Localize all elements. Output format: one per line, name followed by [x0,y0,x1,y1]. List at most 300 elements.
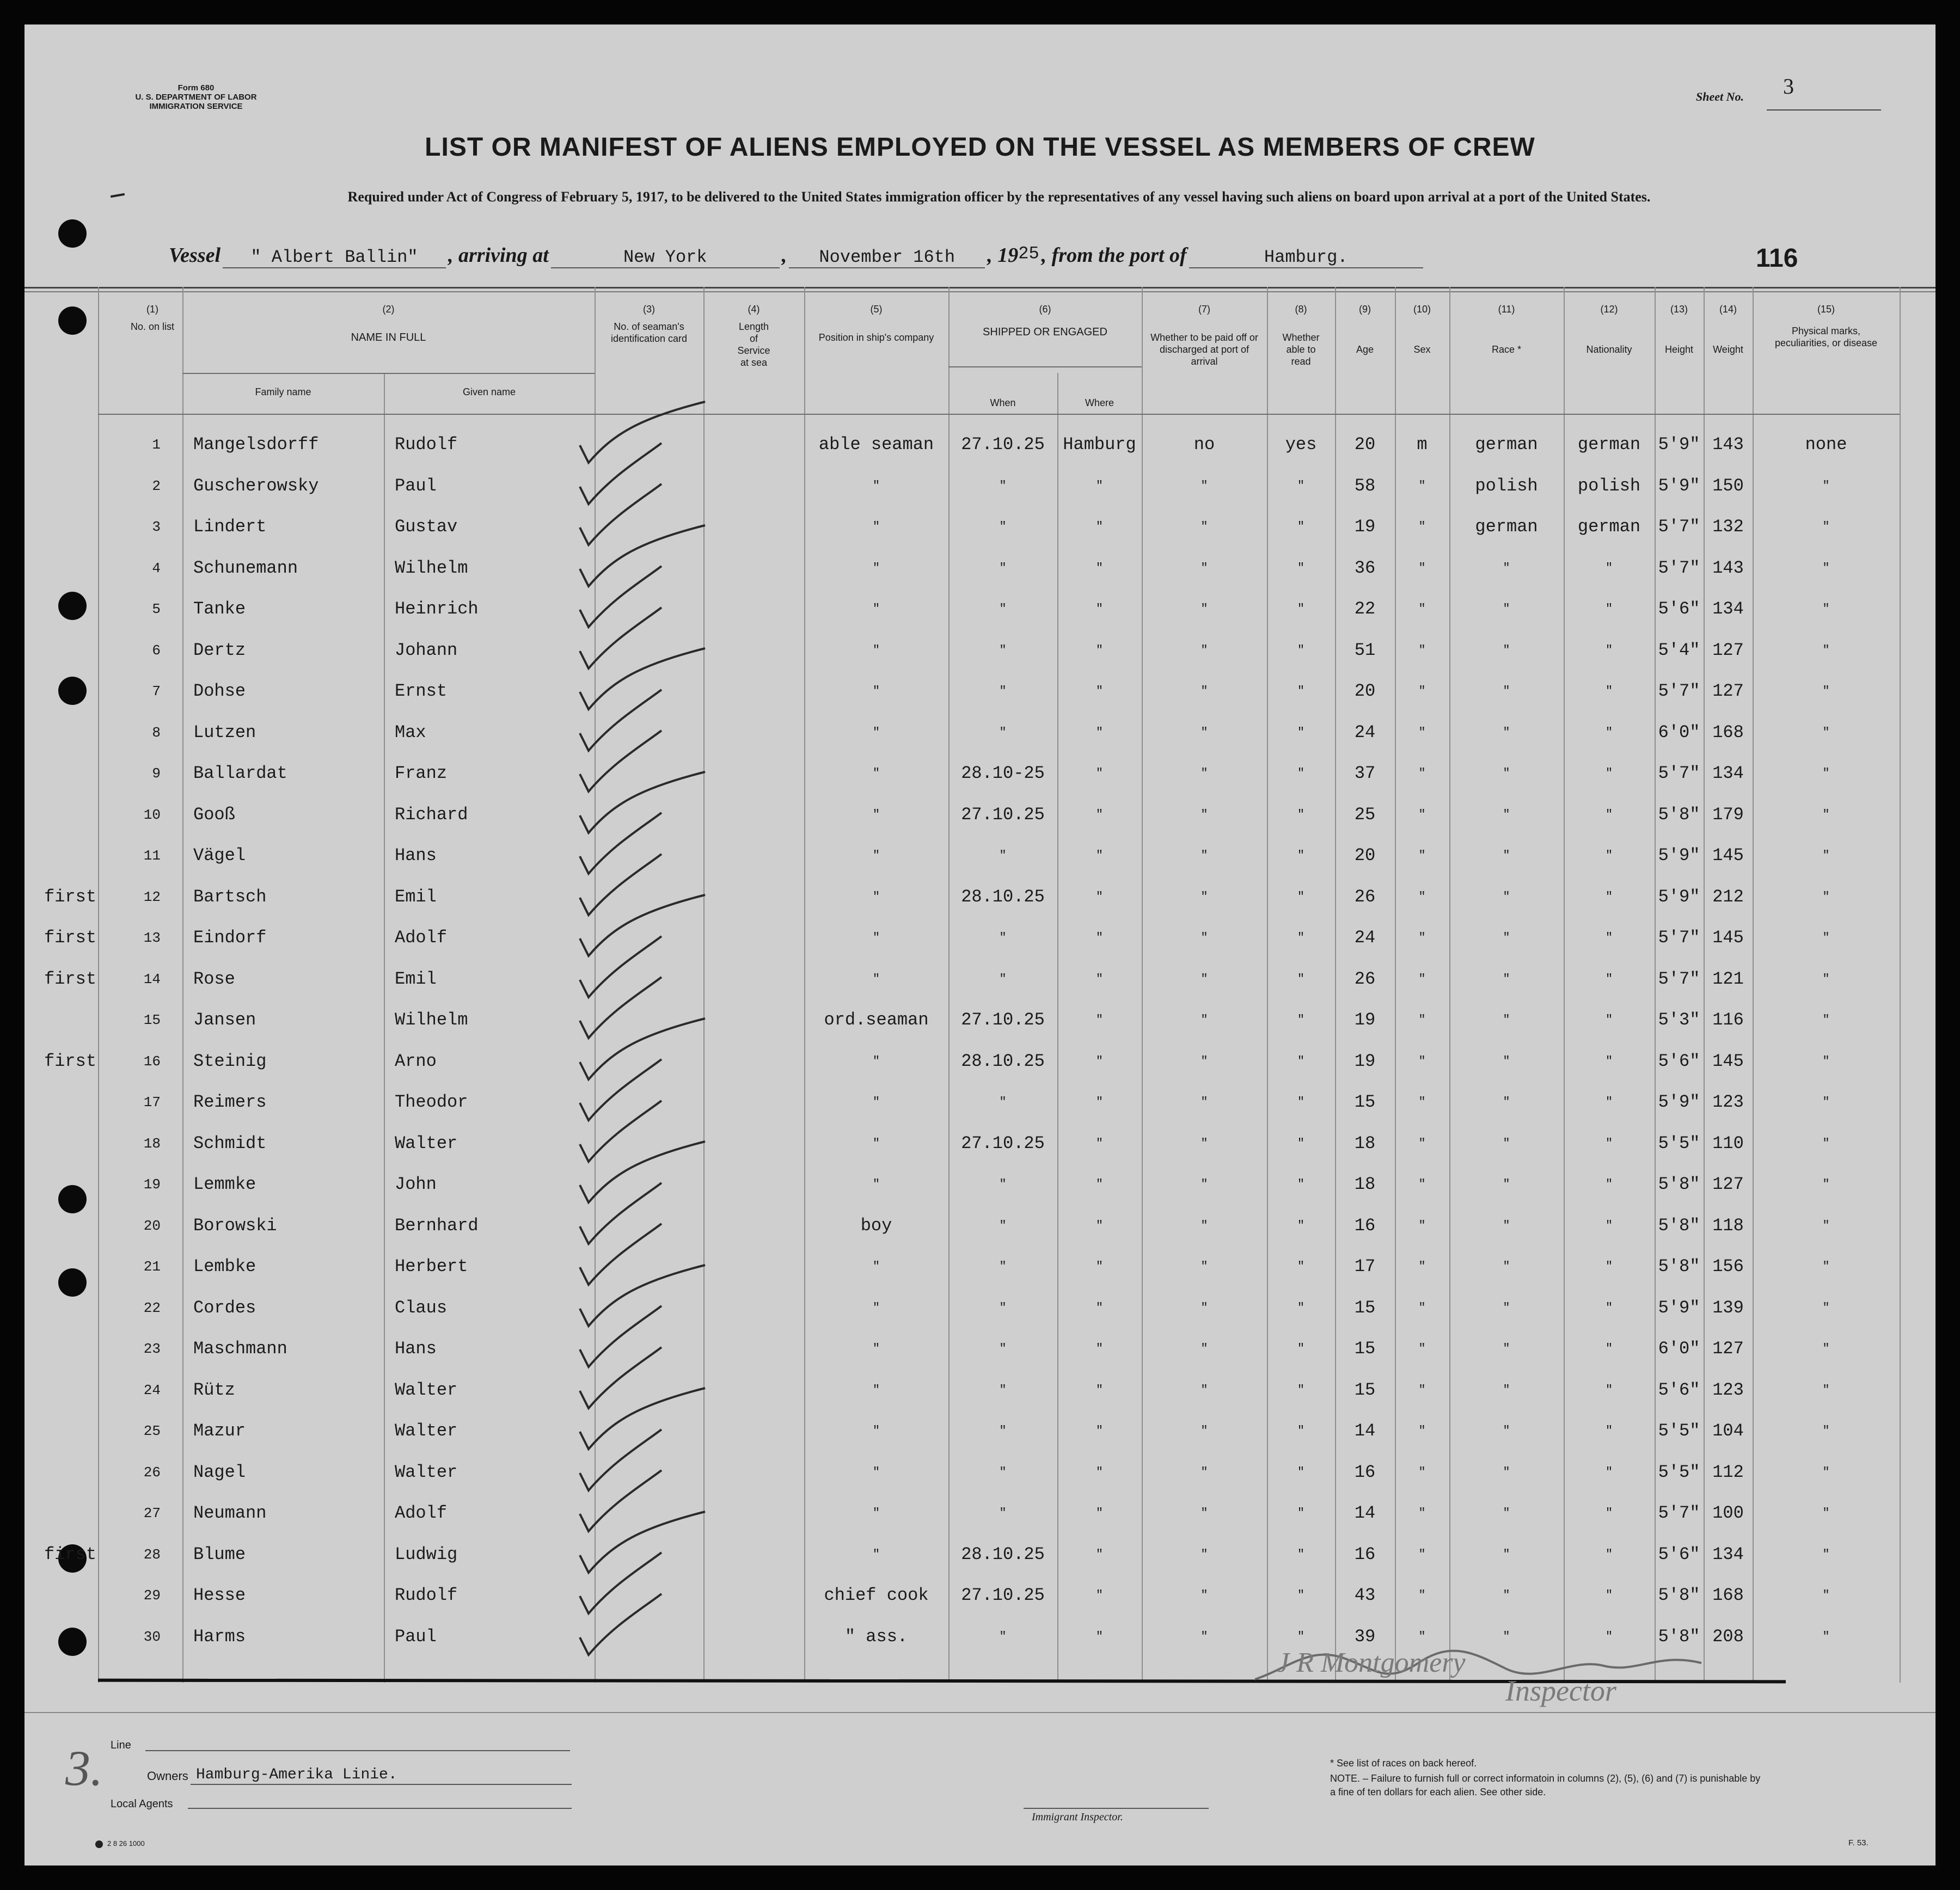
cell-paid: " [1200,643,1208,657]
cell-marks: " [1822,808,1830,821]
given-name-header: Given name [462,386,516,397]
cell-race: " [1503,1548,1510,1561]
cell-nationality: " [1605,561,1613,575]
cell-when: " [999,1424,1007,1438]
cell-age: 16 [1354,1544,1376,1564]
cell-family: Rose [193,969,235,989]
cell-age: 18 [1354,1133,1376,1153]
row-number: 19 [143,1176,161,1193]
vessel-label: Vessel [169,244,220,267]
cell-given: Hans [395,845,437,866]
cell-age: 19 [1354,517,1376,537]
cell-when: " [999,1630,1007,1643]
col11-label: Race * [1491,344,1522,355]
cell-weight: 104 [1712,1421,1744,1441]
cell-race: " [1503,643,1510,657]
cell-nationality: " [1605,972,1613,986]
check-mark-icon [580,608,661,668]
cell-race: " [1503,561,1510,575]
cell-position: ord.seaman [824,1010,929,1030]
cell-age: 22 [1354,599,1376,619]
check-mark-icon [580,1059,661,1120]
cell-race: " [1503,849,1510,862]
owners-value: Hamburg-Amerika Linie. [196,1766,397,1783]
from-port-label: , from the port of [1041,244,1187,267]
cell-position: " [872,766,880,780]
cell-weight: 100 [1712,1503,1744,1523]
cell-height: 5'6" [1658,1544,1700,1564]
cell-given: Heinrich [395,599,479,619]
cell-weight: 156 [1712,1256,1744,1277]
cell-race: " [1503,1137,1510,1150]
cell-when: " [999,1383,1007,1397]
cell-given: Wilhelm [395,1010,468,1030]
cell-sex: " [1418,1630,1426,1643]
cell-sex: " [1418,1054,1426,1068]
cell-sex: " [1418,1424,1426,1438]
cell-marks: " [1822,520,1830,533]
cell-where: " [1095,602,1104,616]
cell-height: 5'9" [1658,1298,1700,1318]
line-label: Line [111,1739,131,1751]
cell-read: " [1297,520,1305,533]
cell-family: Steinig [193,1051,267,1071]
cell-read: " [1297,1548,1305,1561]
cell-marks: " [1822,684,1830,698]
cell-paid: " [1200,561,1208,575]
cell-sex: " [1418,1013,1426,1027]
cell-height: 5'6" [1658,1380,1700,1400]
cell-age: 51 [1354,640,1376,660]
row-number: 10 [143,807,161,823]
cell-race: " [1503,684,1510,698]
cell-height: 5'5" [1658,1421,1700,1441]
cell-paid: " [1200,1588,1208,1602]
cell-given: Wilhelm [395,558,468,578]
cell-when: " [999,602,1007,616]
cell-read: " [1297,1137,1305,1150]
cell-paid: " [1200,479,1208,493]
cell-age: 25 [1354,805,1376,825]
col9-number: (9) [1359,304,1371,315]
cell-sex: " [1418,1506,1426,1520]
cell-when: 28.10.25 [961,1544,1045,1564]
cell-when: 28.10.25 [961,887,1045,907]
cell-read: " [1297,1013,1305,1027]
cell-weight: 116 [1712,1010,1744,1030]
cell-read: " [1297,1260,1305,1273]
cell-read: " [1297,766,1305,780]
cell-read: " [1297,1424,1305,1438]
cell-age: 18 [1354,1174,1376,1194]
cell-sex: " [1418,1342,1426,1355]
cell-read: " [1297,808,1305,821]
cell-weight: 121 [1712,969,1744,989]
cell-height: 5'8" [1658,1627,1700,1647]
cell-weight: 145 [1712,1051,1744,1071]
cell-sex: " [1418,520,1426,533]
check-mark-icon [580,1552,661,1613]
cell-when: " [999,849,1007,862]
cell-height: 5'8" [1658,1585,1700,1605]
owners-label: Owners [147,1769,188,1783]
row-number: 15 [143,1012,161,1028]
cell-where: " [1095,931,1104,944]
cell-position: " [872,1260,880,1273]
cell-where: " [1095,1465,1104,1479]
check-mark-icon [580,1429,661,1490]
cell-when: " [999,1301,1007,1315]
cell-where: " [1095,1013,1104,1027]
cell-when: " [999,1260,1007,1273]
cell-read: " [1297,849,1305,862]
agents-rule [188,1808,572,1809]
cell-weight: 127 [1712,1339,1744,1359]
cell-read: yes [1285,434,1317,455]
cell-given: Arno [395,1051,437,1071]
printer-mark-icon [95,1840,103,1848]
cell-position: " [872,931,880,944]
cell-read: " [1297,1177,1305,1191]
cell-given: Ludwig [395,1544,458,1564]
inspector-signature [1244,1636,1712,1696]
cell-position: " [872,1424,880,1438]
cell-read: " [1297,602,1305,616]
cell-family: Dohse [193,681,246,701]
cell-marks: " [1822,479,1830,493]
cell-family: Lutzen [193,722,256,742]
cell-age: 26 [1354,969,1376,989]
cell-family: Mazur [193,1421,246,1441]
cell-when: " [999,479,1007,493]
cell-paid: " [1200,1260,1208,1273]
cell-position: boy [860,1216,892,1236]
cell-paid: " [1200,972,1208,986]
cell-weight: 123 [1712,1092,1744,1112]
cell-position: " [872,1548,880,1561]
col4-number: (4) [748,304,760,315]
sheet-number-value: 3 [1783,74,1794,99]
cell-when: " [999,1506,1007,1520]
check-mark-icon [580,813,661,874]
cell-age: 15 [1354,1339,1376,1359]
cell-race: " [1503,1506,1510,1520]
col6-label: SHIPPED OR ENGAGED [983,326,1107,338]
cell-position: " [872,808,880,821]
col1-label: No. on list [130,321,175,332]
cell-paid: " [1200,1301,1208,1315]
check-mark-icon [580,402,705,463]
cell-position: " [872,479,880,493]
cell-paid: " [1200,1219,1208,1232]
cell-marks: " [1822,849,1830,862]
col5-label: Position in ship's company [818,332,934,343]
cell-family: Cordes [193,1298,256,1318]
cell-given: Gustav [395,517,458,537]
cell-sex: m [1417,434,1428,455]
cell-nationality: " [1605,643,1613,657]
cell-where: " [1095,1588,1104,1602]
check-mark-icon [580,690,661,751]
col2-label: NAME IN FULL [351,332,426,343]
cell-height: 5'4" [1658,640,1700,660]
races-note: * See list of races on back hereof. [1330,1758,1477,1769]
cell-marks: " [1822,1630,1830,1643]
cell-family: Jansen [193,1010,256,1030]
cell-given: Richard [395,805,468,825]
cell-read: " [1297,479,1305,493]
cell-paid: " [1200,1137,1208,1150]
cell-given: Max [395,722,426,742]
cell-sex: " [1418,726,1426,739]
cell-weight: 134 [1712,1544,1744,1564]
cell-sex: " [1418,1260,1426,1273]
cell-nationality: " [1605,1177,1613,1191]
cell-where: " [1095,684,1104,698]
cell-position: " [872,684,880,698]
cell-weight: 150 [1712,476,1744,496]
cell-where: " [1095,1383,1104,1397]
row-number: 3 [152,519,161,535]
cell-nationality: " [1605,1506,1613,1520]
cell-family: Lindert [193,517,267,537]
form-code: F. 53. [1848,1838,1869,1848]
row-number: 27 [143,1505,161,1521]
cell-sex: " [1418,1588,1426,1602]
cell-race: " [1503,1219,1510,1232]
cell-paid: " [1200,726,1208,739]
cell-race: " [1503,808,1510,821]
cell-read: " [1297,1054,1305,1068]
cell-age: 39 [1354,1627,1376,1647]
cell-family: Bartsch [193,887,267,907]
cell-nationality: german [1577,517,1641,537]
cell-nationality: " [1605,1054,1613,1068]
cell-family: Rütz [193,1380,235,1400]
cell-weight: 118 [1712,1216,1744,1236]
cell-race: german [1475,434,1538,455]
year-prefix: , 19 [987,244,1019,267]
check-mark-icon [580,977,661,1038]
row-number: 28 [143,1547,161,1563]
check-mark-icon [580,566,661,627]
col7-number: (7) [1198,304,1210,315]
cell-age: 19 [1354,1010,1376,1030]
manifest-sheet [24,24,1935,1866]
cell-height: 5'7" [1658,1503,1700,1523]
check-mark-icon [580,1306,661,1367]
cell-where: " [1095,520,1104,533]
cell-weight: 145 [1712,928,1744,948]
cell-where: " [1095,849,1104,862]
row-number: 18 [143,1136,161,1152]
check-marks [24,24,1935,1866]
row-number: 30 [143,1629,161,1645]
cell-race: polish [1475,476,1538,496]
cell-given: Claus [395,1298,448,1318]
cell-nationality: " [1605,1013,1613,1027]
row-number: 1 [152,437,161,453]
cell-where: Hamburg [1063,434,1136,455]
cell-race: " [1503,1630,1510,1643]
cell-family: Lemmke [193,1174,256,1194]
cell-sex: " [1418,1219,1426,1232]
row-number: 7 [152,683,161,699]
cell-given: Walter [395,1421,458,1441]
cell-age: 20 [1354,845,1376,866]
cell-read: " [1297,726,1305,739]
check-mark-icon [580,1101,661,1162]
cell-marks: " [1822,1301,1830,1315]
cell-given: Rudolf [395,434,458,455]
cell-when: " [999,1095,1007,1109]
row-number: 4 [152,560,161,576]
cell-sex: " [1418,1548,1426,1561]
cell-nationality: german [1577,434,1641,455]
cell-height: 5'7" [1658,517,1700,537]
cell-read: " [1297,1465,1305,1479]
cell-sex: " [1418,1095,1426,1109]
row-number: 20 [143,1218,161,1234]
check-mark-icon [580,443,661,504]
cell-sex: " [1418,972,1426,986]
cell-when: " [999,1177,1007,1191]
cell-race: " [1503,931,1510,944]
cell-position: " ass. [844,1627,908,1647]
cell-marks: " [1822,972,1830,986]
cell-marks: " [1822,726,1830,739]
cell-weight: 139 [1712,1298,1744,1318]
signature-title: Inspector [1505,1674,1616,1707]
cell-where: " [1095,1424,1104,1438]
col10-label: Sex [1413,344,1431,355]
cell-given: Johann [395,640,458,660]
row-number: 12 [143,889,161,905]
cell-family: Neumann [193,1503,267,1523]
cell-family: Gooß [193,805,235,825]
cell-marks: " [1822,602,1830,616]
cell-sex: " [1418,684,1426,698]
cell-age: 15 [1354,1380,1376,1400]
cell-nationality: polish [1577,476,1641,496]
cell-where: " [1095,1548,1104,1561]
cell-given: Adolf [395,1503,448,1523]
footer-sheet-mark: 3. [65,1740,103,1796]
cell-family: Blume [193,1544,246,1564]
cell-where: " [1095,1054,1104,1068]
cell-given: Bernhard [395,1216,479,1236]
cell-age: 20 [1354,434,1376,455]
cell-when: " [999,1342,1007,1355]
cell-age: 43 [1354,1585,1376,1605]
col14-number: (14) [1719,304,1737,315]
col8-label: Whether able to read [1282,332,1320,367]
col6-number: (6) [1039,304,1051,315]
cell-marks: " [1822,1137,1830,1150]
col12-number: (12) [1600,304,1618,315]
cell-family: Harms [193,1627,246,1647]
cell-given: Franz [395,763,448,783]
cell-sex: " [1418,1301,1426,1315]
cell-paid: " [1200,808,1208,821]
cell-where: " [1095,1630,1104,1643]
cell-read: " [1297,1506,1305,1520]
cell-height: 5'8" [1658,805,1700,825]
cell-family: Dertz [193,640,246,660]
row-number: 5 [152,601,161,617]
cell-height: 6'0" [1658,722,1700,742]
row-number: 2 [152,478,161,494]
cell-family: Vägel [193,845,246,866]
cell-position: " [872,1506,880,1520]
cell-weight: 132 [1712,517,1744,537]
cell-age: 20 [1354,681,1376,701]
printer-code: 2 8 26 1000 [107,1839,145,1848]
cell-race: " [1503,1588,1510,1602]
cell-height: 5'9" [1658,476,1700,496]
cell-height: 5'8" [1658,1216,1700,1236]
cell-marks: " [1822,890,1830,904]
cell-where: " [1095,1260,1104,1273]
immigrant-inspector-label: Immigrant Inspector. [1032,1811,1123,1823]
row-number: 25 [143,1423,161,1439]
cell-when: " [999,931,1007,944]
cell-race: " [1503,766,1510,780]
cell-paid: " [1200,1342,1208,1355]
row-number: 22 [143,1300,161,1316]
cell-when: " [999,520,1007,533]
col7-label: Whether to be paid off or discharged at port of arrival [1150,332,1258,367]
footer-rule [24,1712,1935,1713]
cell-position: " [872,520,880,533]
cell-read: " [1297,1219,1305,1232]
check-mark-icon [580,854,661,915]
cell-read: " [1297,1383,1305,1397]
cell-height: 5'5" [1658,1462,1700,1482]
cell-position: " [872,849,880,862]
row-note: first [44,1544,97,1564]
cell-family: Ballardat [193,763,287,783]
col15-number: (15) [1817,304,1835,315]
cell-nationality: " [1605,1260,1613,1273]
col3-label: No. of seaman's identification card [610,321,688,344]
row-note: first [44,969,97,989]
year-suffix: 25 [1018,243,1039,264]
cell-family: Tanke [193,599,246,619]
cell-marks: " [1822,1588,1830,1602]
check-mark-icon [580,1594,661,1655]
cell-marks: " [1822,1219,1830,1232]
service-name: IMMIGRATION SERVICE [149,102,243,111]
col9-label: Age [1356,344,1374,355]
cell-given: Paul [395,1627,437,1647]
cell-sex: " [1418,479,1426,493]
cell-where: " [1095,1095,1104,1109]
cell-age: 16 [1354,1216,1376,1236]
cell-family: Reimers [193,1092,267,1112]
arrival-date: November 16th [789,247,985,268]
cell-sex: " [1418,849,1426,862]
cell-given: Herbert [395,1256,468,1277]
col3-number: (3) [643,304,655,315]
row-note: first [44,928,97,948]
cell-marks: " [1822,1465,1830,1479]
cell-height: 5'7" [1658,558,1700,578]
cell-weight: 208 [1712,1627,1744,1647]
cell-position: " [872,1383,880,1397]
cell-sex: " [1418,766,1426,780]
cell-given: John [395,1174,437,1194]
